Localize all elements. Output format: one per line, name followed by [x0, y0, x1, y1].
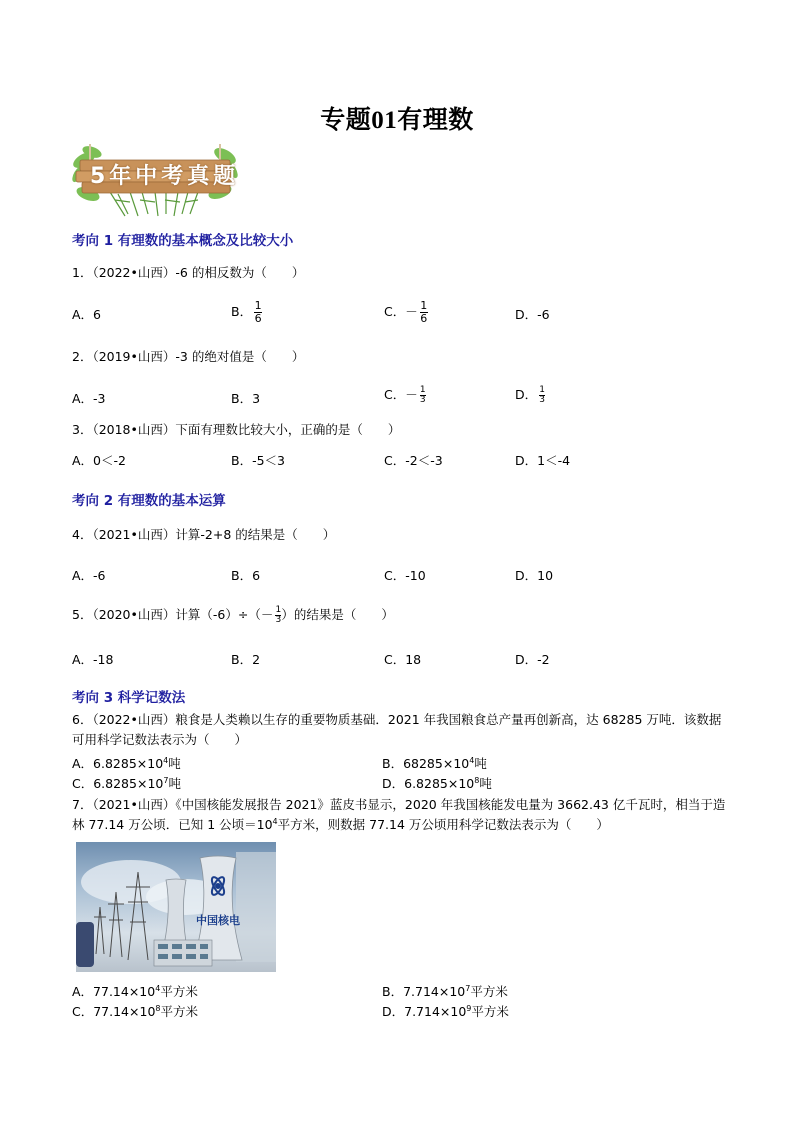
q7-option-c[interactable]: C．$77.14\times 10^8$平方米	[72, 1003, 199, 1019]
q2-option-c-fraction: $\frac{1}{3}$	[419, 385, 426, 405]
q1-option-a[interactable]: A．6	[72, 307, 102, 322]
nuclear-plant-image	[76, 842, 276, 972]
nuclear-plant-icon	[76, 842, 276, 972]
q5-stem-fraction: $\frac{1}{3}$	[275, 605, 282, 625]
q1-option-c[interactable]	[384, 300, 428, 325]
plant-sign-text: 中国核电	[196, 914, 240, 927]
q5-option-d[interactable]: D．-2	[515, 652, 550, 667]
banner-text: 5年中考真题	[90, 164, 240, 189]
q1-option-c-fraction: $\frac{1}{6}$	[420, 299, 428, 325]
title-prefix: 专题	[320, 105, 372, 134]
question-1-stem: 1．（2022•山西）-6 的相反数为（ ）	[72, 265, 305, 280]
q6-option-c[interactable]: C．$6.8285\times 10^7$吨	[72, 775, 181, 791]
question-5-stem	[72, 606, 394, 625]
q6-option-d[interactable]: D．$6.8285\times 10^8$吨	[382, 775, 492, 791]
q5-stem-pre: 5．（2020•山西）计算（-6）÷（－	[72, 607, 274, 622]
question-2-stem: 2．（2019•山西）-3 的绝对值是（ ）	[72, 349, 305, 364]
q2-option-c[interactable]	[384, 386, 426, 405]
q4-option-a[interactable]: A．-6	[72, 568, 106, 583]
q3-option-a[interactable]: A．0＜-2	[72, 453, 126, 468]
question-6-stem: 6．（2022•山西）粮食是人类赖以生存的重要物质基础．2021 年我国粮食总产量再创新高，达 68285 万吨．该数据可用科学记数法表示为（ ）	[72, 712, 722, 747]
q4-option-c[interactable]: C．-10	[384, 568, 426, 583]
question-7-stem: 7．（2021•山西）《中国核能发展报告 2021》蓝皮书显示，2020 年我国核能发电量为 3662.43 亿千瓦时，相当于造林 77.14 万公顷．已知 1 公顷$=10^4$平方米，则数据 77.14 万公顷用科学记数法表示为（ ）	[72, 797, 726, 832]
banner-5-year-exam	[70, 142, 240, 218]
section-heading-1: 考向 1 有理数的基本概念及比较大小	[72, 233, 294, 249]
q7-option-a[interactable]: A．$77.14\times 10^4$平方米	[72, 983, 198, 999]
q5-option-a[interactable]: A．-18	[72, 652, 114, 667]
page-title	[0, 100, 794, 136]
q5-stem-post: ）的结果是（ ）	[281, 607, 394, 622]
q2-option-d-label: D．	[515, 387, 538, 402]
q6-option-a[interactable]: A．$6.8285\times 10^4$吨	[72, 755, 181, 771]
question-4-stem: 4．（2021•山西）计算-2+8 的结果是（ ）	[72, 527, 336, 542]
q1-option-b-label: B．	[231, 304, 253, 319]
title-suffix: 有理数	[397, 105, 474, 134]
q2-option-c-label: C．－	[384, 387, 418, 402]
q2-option-b[interactable]: B．3	[231, 391, 261, 406]
q3-option-d[interactable]: D．1＜-4	[515, 453, 571, 468]
q5-option-c[interactable]: C．18	[384, 652, 422, 667]
section-heading-2: 考向 2 有理数的基本运算	[72, 493, 226, 509]
q2-option-d-fraction: $\frac{1}{3}$	[539, 385, 545, 405]
q6-option-b[interactable]: B．$68285\times 10^4$吨	[382, 755, 487, 771]
q3-option-b[interactable]: B．-5＜3	[231, 453, 285, 468]
q4-option-b[interactable]: B．6	[231, 568, 261, 583]
question-3-stem: 3．（2018•山西）下面有理数比较大小，正确的是（ ）	[72, 422, 401, 437]
section-heading-3: 考向 3 科学记数法	[72, 690, 186, 706]
q2-option-a[interactable]: A．-3	[72, 391, 106, 406]
q3-option-c[interactable]: C．-2＜-3	[384, 453, 443, 468]
q4-option-d[interactable]: D．10	[515, 568, 554, 583]
q5-option-b[interactable]: B．2	[231, 652, 261, 667]
q2-option-d[interactable]	[515, 386, 545, 405]
title-number: 01	[371, 107, 398, 134]
q7-option-b[interactable]: B．$7.714\times 10^7$平方米	[382, 983, 508, 999]
q1-option-b[interactable]	[231, 300, 262, 325]
q7-option-d[interactable]: D．$7.714\times 10^9$平方米	[382, 1003, 509, 1019]
q1-option-c-label: C．－	[384, 304, 418, 319]
q1-option-d[interactable]: D．-6	[515, 307, 550, 322]
q1-option-b-fraction: $\frac{1}{6}$	[254, 299, 262, 325]
